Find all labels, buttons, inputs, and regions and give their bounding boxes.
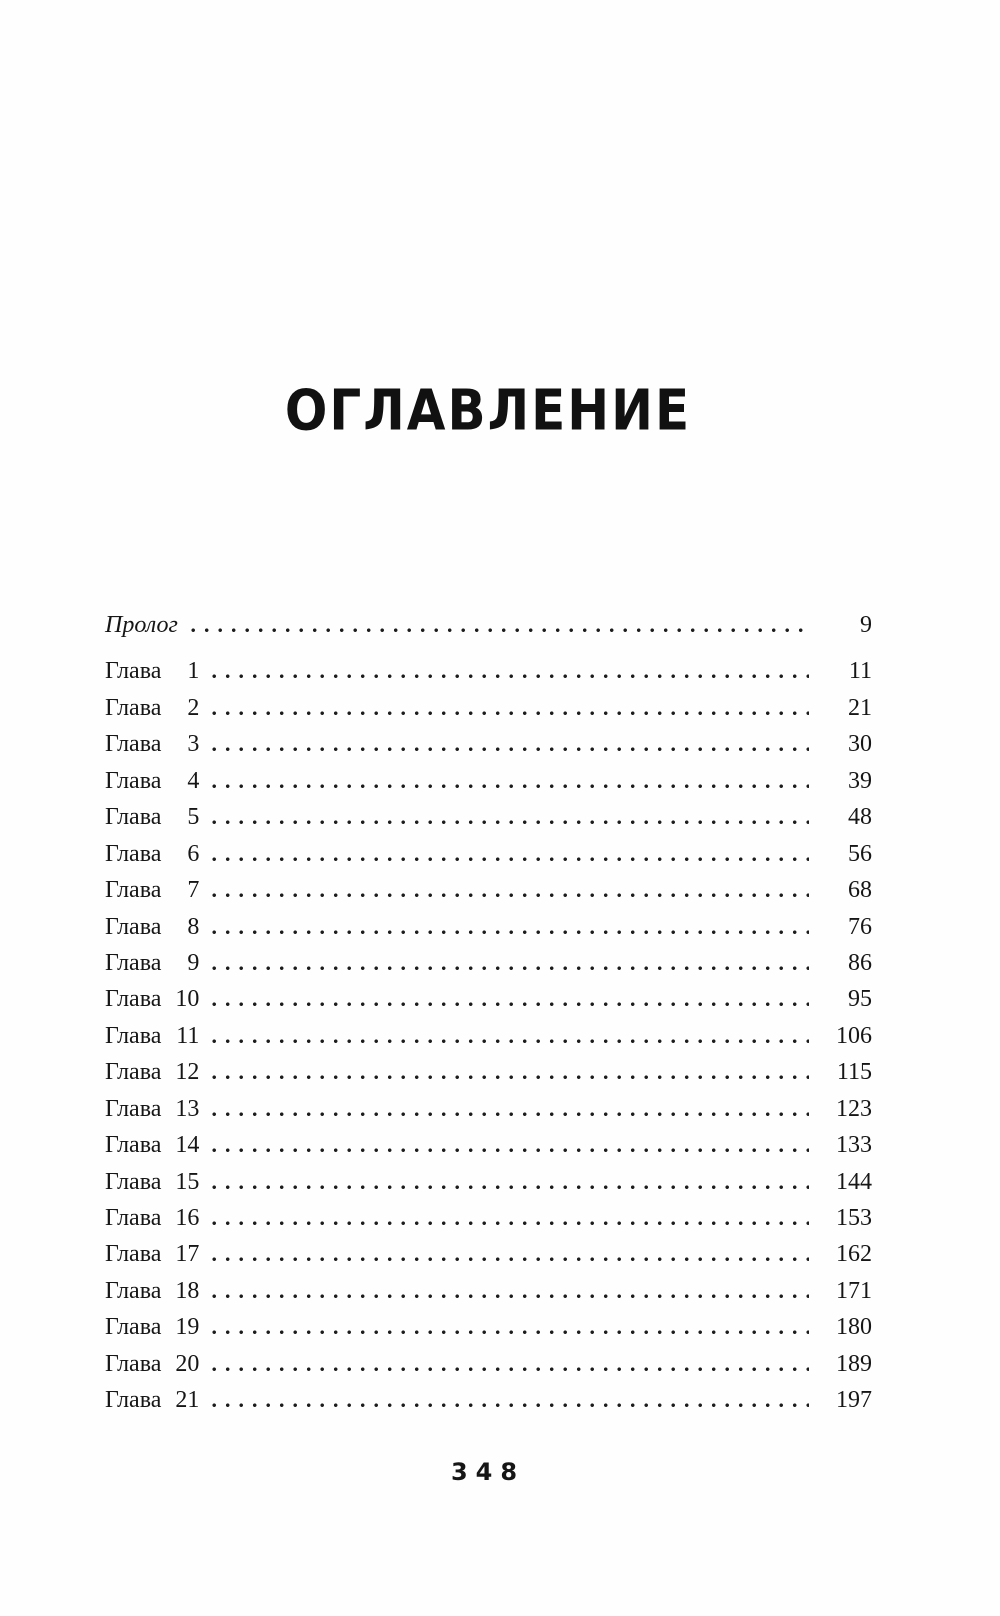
dot-leader	[212, 1256, 809, 1261]
dot-leader	[212, 1184, 809, 1189]
toc-row	[105, 612, 872, 648]
toc-row	[105, 1205, 872, 1241]
toc-entry-label: Глава	[105, 694, 162, 721]
toc-entry-label: Глава	[105, 1314, 162, 1341]
dot-leader	[212, 783, 809, 788]
dot-leader	[212, 1220, 809, 1225]
dot-leader	[191, 627, 809, 632]
toc-entry-number: 15	[175, 1168, 200, 1195]
toc-entry-page: 162	[836, 1241, 872, 1268]
toc-entry-label: Пролог	[105, 612, 178, 638]
dot-leader	[212, 1329, 809, 1334]
toc-entry-label: Глава	[105, 1205, 162, 1231]
toc-entry-label: Глава	[105, 1241, 162, 1268]
toc-row	[105, 804, 872, 840]
dot-leader	[212, 1366, 809, 1371]
toc-entry-number: 13	[175, 1095, 200, 1122]
toc-entry-label: Глава	[105, 1168, 162, 1195]
toc-entry-page: 48	[848, 804, 872, 831]
toc-row	[105, 1096, 872, 1132]
toc-row	[105, 986, 872, 1022]
toc-entry-number: 11	[176, 1022, 200, 1049]
toc-entry-number: 16	[175, 1205, 200, 1231]
toc-entry-label: Глава	[105, 877, 162, 904]
toc-row	[105, 1387, 872, 1423]
toc-entry-number: 7	[187, 877, 200, 904]
toc-entry-label: Глава	[105, 731, 162, 758]
toc-entry-label: Глава	[105, 1059, 162, 1086]
toc-row	[105, 1169, 872, 1205]
toc-entry-page: 189	[836, 1350, 872, 1377]
toc-entry-label: Глава	[105, 658, 162, 685]
toc-entry-number: 5	[187, 804, 200, 831]
toc-entry-page: 30	[848, 731, 872, 758]
dot-leader	[212, 1001, 809, 1006]
toc-entry-number: 20	[175, 1350, 200, 1377]
dot-leader	[212, 1402, 809, 1407]
dot-leader	[212, 819, 809, 824]
toc-entry-page: 197	[836, 1387, 872, 1414]
dot-leader	[212, 710, 809, 715]
toc-row	[105, 768, 872, 804]
toc-row	[105, 1241, 872, 1277]
toc-row	[105, 658, 872, 694]
toc-entry-page: 9	[860, 612, 872, 638]
folio-page-number: 348	[450, 1458, 526, 1486]
toc-entry-page: 153	[836, 1205, 872, 1231]
toc-row	[105, 841, 872, 877]
toc-entry-label: Глава	[105, 1095, 162, 1122]
toc-entry-number: 3	[187, 731, 200, 758]
dot-leader	[212, 929, 809, 934]
toc-entry-number: 6	[187, 840, 200, 867]
toc-entry-number: 18	[175, 1277, 200, 1304]
toc-row	[105, 1023, 872, 1059]
toc-entry-number: 9	[187, 949, 200, 976]
toc-entry-number: 4	[187, 767, 200, 794]
toc-row	[105, 877, 872, 913]
toc-entry-label: Глава	[105, 804, 162, 831]
dot-leader	[212, 892, 809, 897]
toc-entry-label: Глава	[105, 1277, 162, 1304]
dot-leader	[212, 673, 809, 678]
toc-entry-number: 2	[187, 694, 200, 721]
toc-entry-label: Глава	[105, 1350, 162, 1377]
toc-entry-page: 115	[836, 1059, 872, 1086]
toc-entry-page: 106	[836, 1022, 872, 1049]
toc-row	[105, 914, 872, 950]
dot-leader	[212, 1038, 809, 1043]
toc-entry-label: Глава	[105, 1022, 162, 1049]
toc-entry-number: 14	[175, 1132, 200, 1159]
toc-entry-number: 10	[175, 986, 200, 1013]
toc-row	[105, 1132, 872, 1168]
toc-entry-page: 86	[848, 949, 872, 976]
toc-entry-label: Глава	[105, 949, 162, 976]
toc-entry-page: 171	[836, 1277, 872, 1304]
toc-entry-number: 21	[175, 1387, 200, 1414]
toc-entry-label: Глава	[105, 913, 162, 940]
toc-entry-number: 1	[187, 658, 200, 685]
toc-entry-page: 133	[836, 1132, 872, 1159]
toc-entry-page: 123	[836, 1095, 872, 1122]
dot-leader	[212, 1147, 809, 1152]
page-title: ОГЛАВЛЕНИЕ	[284, 378, 692, 443]
toc-entry-page: 11	[848, 658, 872, 685]
toc-entry-page: 68	[848, 877, 872, 904]
toc-entry-number: 17	[175, 1241, 200, 1268]
toc-entry-label: Глава	[105, 1132, 162, 1159]
toc-entry-page: 21	[848, 694, 872, 721]
toc-entry-page: 144	[836, 1168, 872, 1195]
toc-entry-page: 56	[848, 840, 872, 867]
toc-row	[105, 1278, 872, 1314]
toc-entry-number: 19	[175, 1314, 200, 1341]
toc-entry-page: 180	[836, 1314, 872, 1341]
toc-entry-page: 76	[848, 913, 872, 940]
dot-leader	[212, 856, 809, 861]
toc-entry-number: 12	[175, 1059, 200, 1086]
toc-row	[105, 1059, 872, 1095]
toc-entry-page: 95	[848, 986, 872, 1013]
toc-row	[105, 1314, 872, 1350]
dot-leader	[212, 965, 809, 970]
toc-entry-page: 39	[848, 767, 872, 794]
toc-entry-label: Глава	[105, 1387, 162, 1414]
toc-entry-number: 8	[187, 913, 200, 940]
dot-leader	[212, 1074, 809, 1079]
dot-leader	[212, 746, 809, 751]
toc-entry-label: Глава	[105, 986, 162, 1013]
toc-entry-label: Глава	[105, 767, 162, 794]
toc-entry-label: Глава	[105, 840, 162, 867]
toc-row	[105, 731, 872, 767]
toc-list	[105, 612, 872, 1424]
toc-row	[105, 950, 872, 986]
toc-row	[105, 1351, 872, 1387]
dot-leader	[212, 1293, 809, 1298]
dot-leader	[212, 1111, 809, 1116]
toc-row	[105, 695, 872, 731]
